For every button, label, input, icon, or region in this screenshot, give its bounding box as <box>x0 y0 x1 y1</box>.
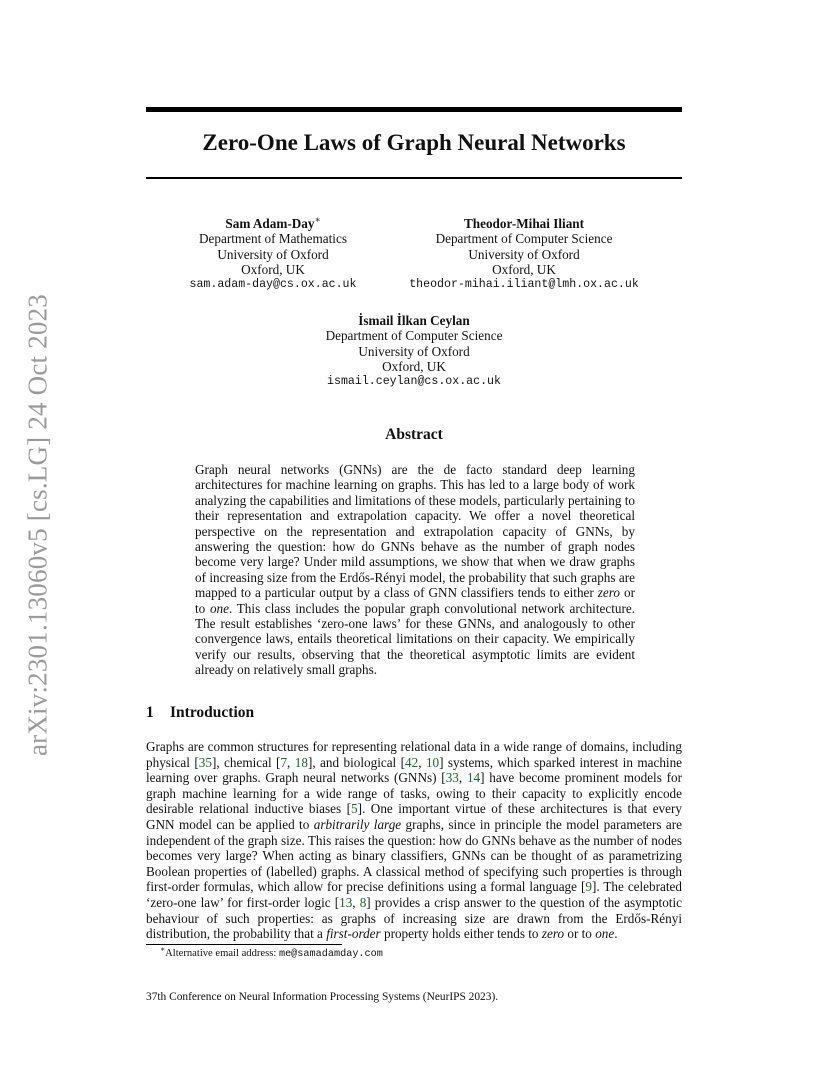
author-block-3 <box>299 313 529 389</box>
section-number: 1 <box>146 704 154 721</box>
author-department: Department of Computer Science <box>435 231 613 247</box>
footnote <box>160 944 383 960</box>
citation-link[interactable]: 35 <box>198 754 212 770</box>
abstract-text: Graph neural networks (GNNs) are the de facto standard deep learning architectures for machine learning on graphs. This has led to a large body of work analyzing the capabilities and limitations of these models, particularly pertaining to their representation and extrapolation capacity. We offer a novel theoretical perspective on the representation and extrapolation capacity of GNNs, by answering the question: how do GNNs behave as the number of graph nodes become very large? Under mild assumptions, we show that when we draw graphs of increasing size from the Erdős-Rényi model, the probability that such graphs are mapped to a particular output by a class of GNN classifiers tends to either zero or to one. This class includes the popular graph convolutional network architecture. The result establishes ‘zero-one laws’ for these GNNs, and analogously to other convergence laws, entails theoretical limitations on their capacity. We empirically verify our results, observing that the theoretical asymptotic limits are evident already on relatively small graphs. <box>195 462 635 678</box>
author-location: Oxford, UK <box>241 261 305 277</box>
author-block-2 <box>398 216 650 292</box>
paper-title: Zero-One Laws of Graph Neural Networks <box>202 130 626 155</box>
arxiv-sidebar-stamp <box>18 290 58 760</box>
conference-note: 37th Conference on Neural Information Processing Systems (NeurIPS 2023). <box>146 991 499 1003</box>
title-top-rule <box>146 107 682 112</box>
introduction-paragraph: Graphs are common structures for representing relational data in a wide range of domains, including physical [35], chemical [7, 18], and biological [42, 10] systems, which sparked interest in machine learning over graphs. Graph neural networks (GNNs) [33, 14] have become prominent models for graph machine learning for a wide range of tasks, owing to their capacity to explicitly encode desirable relational inductive biases [5]. One important virtue of these architectures is that every GNN model can be applied to arbitrarily large graphs, since in principle the model parameters are independent of the graph size. This raises the question: how do GNNs behave as the number of nodes becomes very large? When acting as binary classifiers, GNNs can be thought of as parametrizing Boolean properties of (labelled) graphs. A classical method of specifying such properties is through first-order formulas, which allow for precise definitions using a formal language [9]. The celebrated ‘zero-one law’ for first-order logic [13, 8] provides a crisp answer to the question of the asymptotic behaviour of such properties: as graphs of increasing size are drawn from the Erdős-Rényi distribution, the probability that a first-order property holds either tends to zero or to one. <box>146 739 683 942</box>
citation-link[interactable]: 10 <box>425 754 440 770</box>
footnote-marker: ∗ <box>160 944 166 954</box>
footnote-text: Alternative email address: <box>165 948 279 959</box>
citation-link[interactable]: 14 <box>466 770 481 786</box>
footnote-email[interactable]: me@samadamday.com <box>278 949 383 960</box>
author-name: Theodor-Mihai Iliant <box>463 216 585 231</box>
citation-link[interactable]: 5 <box>351 801 358 817</box>
footnote-marker[interactable]: ∗ <box>314 214 321 225</box>
author-university: University of Oxford <box>217 246 329 262</box>
footnote-rule <box>146 944 342 945</box>
author-email[interactable]: theodor-mihai.iliant@lmh.ox.ac.uk <box>409 278 639 292</box>
citation-link[interactable]: 18 <box>294 754 308 770</box>
abstract-heading: Abstract <box>385 426 443 443</box>
title-bottom-rule <box>146 177 682 179</box>
arxiv-identifier: arXiv:2301.13060v5 [cs.LG] 24 Oct 2023 <box>22 293 53 757</box>
citation-link[interactable]: 13 <box>339 894 353 910</box>
author-email[interactable]: sam.adam-day@cs.ox.ac.uk <box>189 278 357 292</box>
section-title: Introduction <box>170 704 255 721</box>
citation-link[interactable]: 8 <box>359 894 367 910</box>
author-university: University of Oxford <box>468 246 580 262</box>
section-heading-introduction <box>146 704 254 722</box>
citation-link[interactable]: 33 <box>445 770 459 786</box>
author-name: İsmail İlkan Ceylan <box>358 313 470 328</box>
author-department: Department of Mathematics <box>199 231 347 247</box>
author-university: University of Oxford <box>358 343 470 359</box>
author-email[interactable]: ismail.ceylan@cs.ox.ac.uk <box>327 375 501 389</box>
citation-link[interactable]: 9 <box>585 879 592 895</box>
author-location: Oxford, UK <box>382 358 446 374</box>
citation-link[interactable]: 7 <box>280 754 288 770</box>
citation-link[interactable]: 42 <box>405 754 419 770</box>
author-block-1 <box>168 216 378 292</box>
author-department: Department of Computer Science <box>325 328 503 344</box>
author-location: Oxford, UK <box>492 261 556 277</box>
author-name: Sam Adam-Day <box>225 216 315 231</box>
